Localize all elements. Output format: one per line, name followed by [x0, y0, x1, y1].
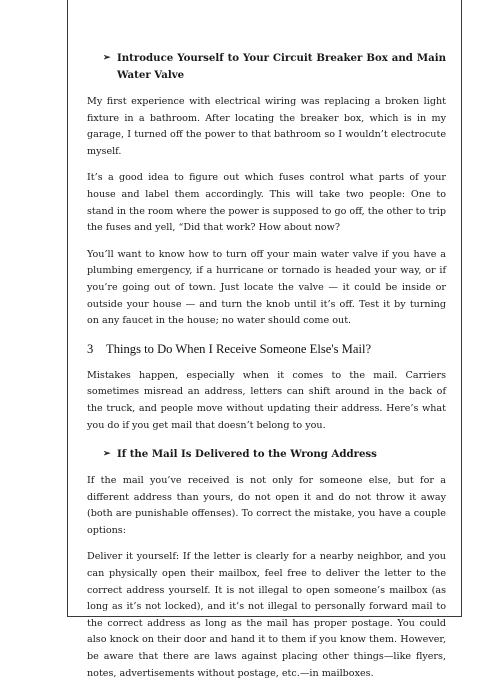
paragraph: Mistakes happen, especially when it comes to the mail. Carriers sometimes misread an address, letters can shift around in the back of the truck, and people move without updating their address. Here’s what you do if you get mail that doesn’t belong to you. [87, 369, 446, 431]
paragraph: If the mail you’ve received is not only for someone else, but for a different address than yours, do not open it and do not throw it away (both are punishable offenses). To correct the mistake, you have a couple options: [87, 475, 446, 536]
section-number: 3 [87, 341, 94, 356]
paragraph: Deliver it yourself: If the letter is clearly for a nearby neighbor, and you can physically open their mailbox, feel free to deliver the letter to the correct address yourself. It is not illegal to open someone’s mailbox (as long as it’s not locked), and it’s not illegal to personally forward mail to the correct address as long as the mail has proper postage. You could also knock on their door and hand it to them if you know them. However, be aware that there are laws against placing other things—like flyers, notes, advertisements without postage, etc.—in mailboxes. [87, 551, 446, 679]
arrowhead-right-icon: ➢ [103, 53, 111, 63]
subheading-text: Introduce Yourself to Your Circuit Breaker Box and Main Water Valve [117, 52, 446, 81]
paragraph: You’ll want to know how to turn off your main water valve if you have a plumbing emergency, if a hurricane or tornado is headed your way, or if you’re going out of town. Just locate the valve — it could be inside or outside your house — and turn the knob until it’s off. Test it by turning on any faucet in the house; no water should come out. [87, 248, 446, 327]
section-title: Things to Do When I Receive Someone Else's Mail? [106, 341, 372, 356]
paragraph: It’s a good idea to figure out which fuses control what parts of your house and label them accordingly. This will take two people: One to stand in the room where the power is supposed to go off, the other to trip the fuses and yell, “Did that work? How about now? [87, 172, 447, 234]
section-heading [87, 340, 446, 358]
subheading-text: If the Mail Is Delivered to the Wrong Address [117, 448, 377, 461]
subheading-circuit-breaker [103, 50, 446, 84]
arrowhead-right-icon: ➢ [103, 449, 111, 460]
page-content [87, 50, 446, 692]
paragraph: My first experience with electrical wiring was replacing a broken light fixture in a bathroom. After locating the breaker box, which is in my garage, I turned off the power to that bathroom so I wouldn’t electrocute myself. [87, 96, 446, 157]
subheading-wrong-address [103, 446, 446, 463]
